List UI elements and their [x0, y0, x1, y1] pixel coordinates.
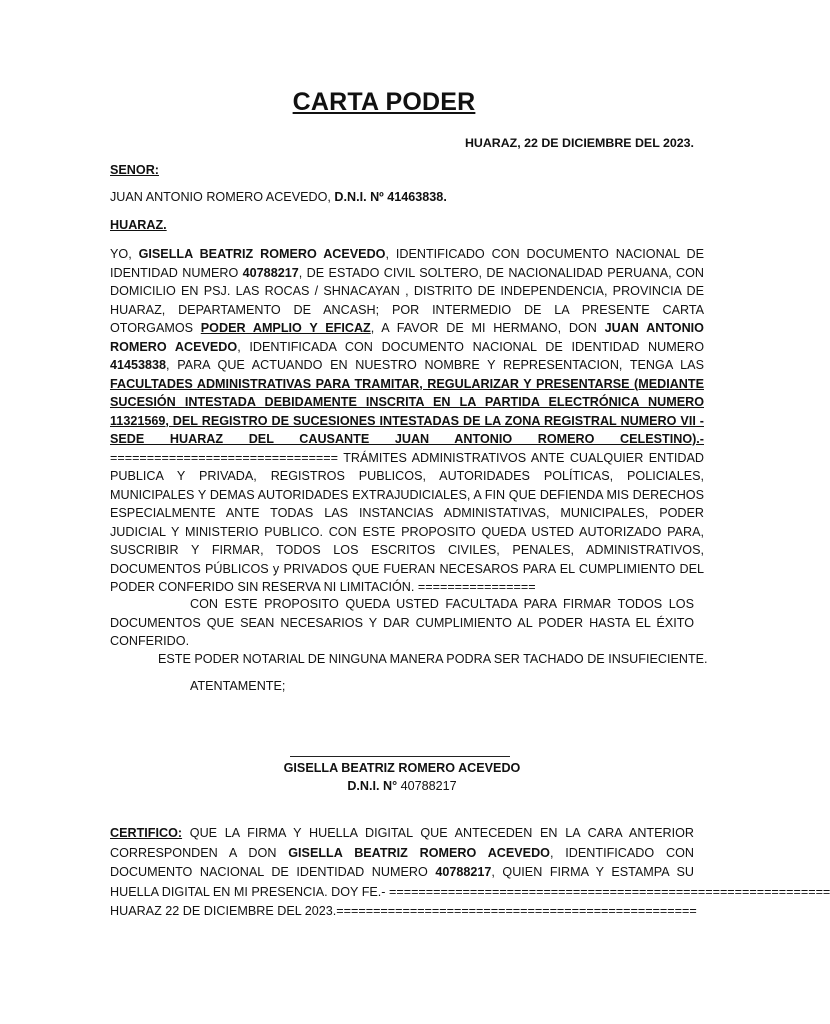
document-title: CARTA PODER: [292, 88, 476, 116]
signer-dni: 40788217: [400, 779, 457, 793]
certification-label: CERTIFICO:: [110, 826, 183, 840]
attorney-name: JUAN ANTONIO ROMERO ACEVEDO: [110, 321, 704, 354]
signer-name: GISELLA BEATRIZ ROMERO ACEVEDO: [283, 761, 521, 775]
fill-line: =================================================: [336, 904, 697, 918]
body-text: , DE ESTADO CIVIL SOLTERO, DE NACIONALIDAD PERUANA, CON DOMICILIO EN PSJ. LAS ROCAS / SHNACAYAN , DISTRITO DE INDEPENDENCIA, PROVINCIA DE HUARAZ, DEPARTAMENTO DE ANCASH; POR INTERMEDIO DE LA PRESENTE CARTA OTORGAMOS: [110, 265, 704, 335]
fill-line: ================: [417, 580, 536, 594]
salutation: SENOR:: [110, 163, 159, 177]
second-paragraph: [110, 595, 694, 651]
signer-dni-label: D.N.I. N°: [347, 779, 398, 793]
body-text: , A FAVOR DE MI HERMANO, DON: [370, 321, 605, 335]
cert-text: , IDENTIFICADO CON DOCUMENTO NACIONAL DE IDENTIDAD NUMERO: [110, 845, 694, 879]
cert-signer-name: GISELLA BEATRIZ ROMERO ACEVEDO: [288, 845, 550, 860]
power-type: PODER AMPLIO Y EFICAZ: [200, 321, 371, 335]
main-paragraph: [110, 245, 704, 597]
recipient-city: HUARAZ.: [110, 218, 167, 232]
faculties-clause: FACULTADES ADMINISTRATIVAS PARA TRAMITAR, REGULARIZAR Y PRESENTARSE (MEDIANTE SUCESIÓN INTESTADA DEBIDAMENTE INSCRITA EN LA PARTIDA ELECTRÓNICA NUMERO 11321569, DEL REGISTRO DE SUCESIONES INTESTADAS DE LA ZONA REGISTRAL NUMERO VII - SEDE HUARAZ DEL CAUSANTE JUAN ANTONIO ROMERO CELESTINO).-: [110, 376, 704, 446]
recipient-dni: D.N.I. Nº 41463838.: [334, 190, 447, 204]
cert-signer-dni: 40788217: [435, 865, 492, 879]
fill-line: ============================================================: [389, 884, 830, 899]
body-text: , PARA QUE ACTUANDO EN NUESTRO NOMBRE Y REPRESENTACION, TENGA LAS: [166, 358, 704, 372]
signer-dni-line: [0, 779, 804, 793]
recipient-line: [110, 190, 447, 204]
attorney-dni: 41453838: [110, 358, 167, 372]
body-text: , IDENTIFICADO CON DOCUMENTO NACIONAL DE IDENTIDAD NUMERO: [110, 247, 704, 280]
document-date: HUARAZ, 22 DE DICIEMBRE DEL 2023.: [464, 136, 694, 150]
grantor-name: GISELLA BEATRIZ ROMERO ACEVEDO: [138, 247, 386, 261]
grantor-dni: 40788217: [242, 265, 299, 280]
certification-paragraph: [110, 824, 830, 922]
signature-line: [290, 756, 510, 757]
body-text: YO,: [110, 247, 139, 261]
fill-line: ===============================: [110, 450, 338, 465]
cert-text: , QUIEN FIRMA Y ESTAMPA SU HUELLA DIGITAL EN MI PRESENCIA. DOY FE.-: [110, 865, 695, 899]
body-text: TRÁMITES ADMINISTRATIVOS ANTE CUALQUIER ENTIDAD PUBLICA Y PRIVADA, REGISTROS PUBLICOS, AUTORIDADES POLÍTICAS, POLICIALES, MUNICIPALES Y DEMAS AUTORIDADES EXTRAJUDICIALES, A FIN QUE DEFIENDA MIS DERECHOS ESPECIALMENTE ANTE TODAS LAS INSTANCIAS ADMINISTATIVAS, MUNICIPALES, PODER JUDICIAL Y MINISTERIO PUBLICO. CON ESTE PROPOSITO QUEDA USTED AUTORIZADO PARA, SUSCRIBIR Y FIRMAR, TODOS LOS ESCRITOS CIVILES, PENALES, ADMINISTRATIVOS, DOCUMENTOS PÚBLICOS y PRIVADOS QUE FUERAN NECESAROS PARA EL CUMPLIMIENTO DEL PODER CONFERIDO SIN RESERVA NI LIMITACIÓN.: [110, 450, 704, 594]
cert-text: QUE LA FIRMA Y HUELLA DIGITAL QUE ANTECEDEN EN LA CARA ANTERIOR CORRESPONDEN A DON: [110, 826, 694, 860]
third-paragraph: ESTE PODER NOTARIAL DE NINGUNA MANERA PODRA SER TACHADO DE INSUFIECIENTE.: [158, 652, 708, 666]
body-text: , IDENTIFICADA CON DOCUMENTO NACIONAL DE IDENTIDAD NUMERO: [237, 339, 705, 354]
recipient-name: JUAN ANTONIO ROMERO ACEVEDO,: [110, 190, 331, 204]
cert-date: HUARAZ 22 DE DICIEMBRE DEL 2023.: [110, 904, 337, 918]
closing: ATENTAMENTE;: [190, 679, 286, 693]
second-paragraph-text: CON ESTE PROPOSITO QUEDA USTED FACULTADA PARA FIRMAR TODOS LOS DOCUMENTOS QUE SEAN NECESARIOS Y DAR CUMPLIMIENTO AL PODER HASTA EL ÉXITO CONFERIDO.: [110, 597, 694, 648]
